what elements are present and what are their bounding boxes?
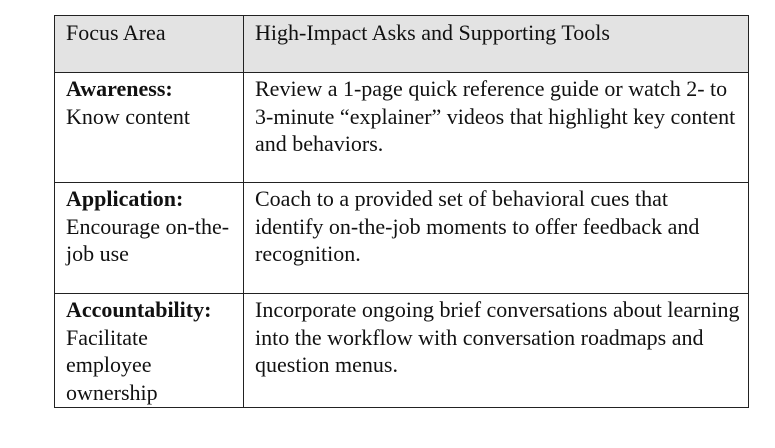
focus-area-table [54,15,749,408]
focus-area-cell [55,294,244,408]
header-focus-area: Focus Area [55,16,244,73]
focus-area-cell [55,73,244,183]
focus-area-name: Accountability: [66,297,212,322]
table-row-application [55,183,749,294]
table-row-awareness [55,73,749,183]
table-header-row [55,16,749,73]
asks-cell: Incorporate ongoing brief conversations about learning into the workflow with conversation roadmaps and question menus. [244,294,749,408]
focus-area-name: Awareness: [66,76,173,101]
table-row-accountability [55,294,749,408]
focus-area-description: Facilitate employee ownership [66,324,158,405]
focus-area-cell [55,183,244,294]
focus-area-description: Know content [66,103,191,129]
asks-cell: Review a 1-page quick reference guide or watch 2- to 3-minute “explainer” videos that highlight key content and behaviors. [244,73,749,183]
asks-cell: Coach to a provided set of behavioral cues that identify on-the-job moments to offer feedback and recognition. [244,183,749,294]
header-high-impact-asks: High-Impact Asks and Supporting Tools [244,16,749,73]
focus-area-description: Encourage on-the-job use [66,213,230,266]
focus-area-name: Application: [66,186,184,211]
